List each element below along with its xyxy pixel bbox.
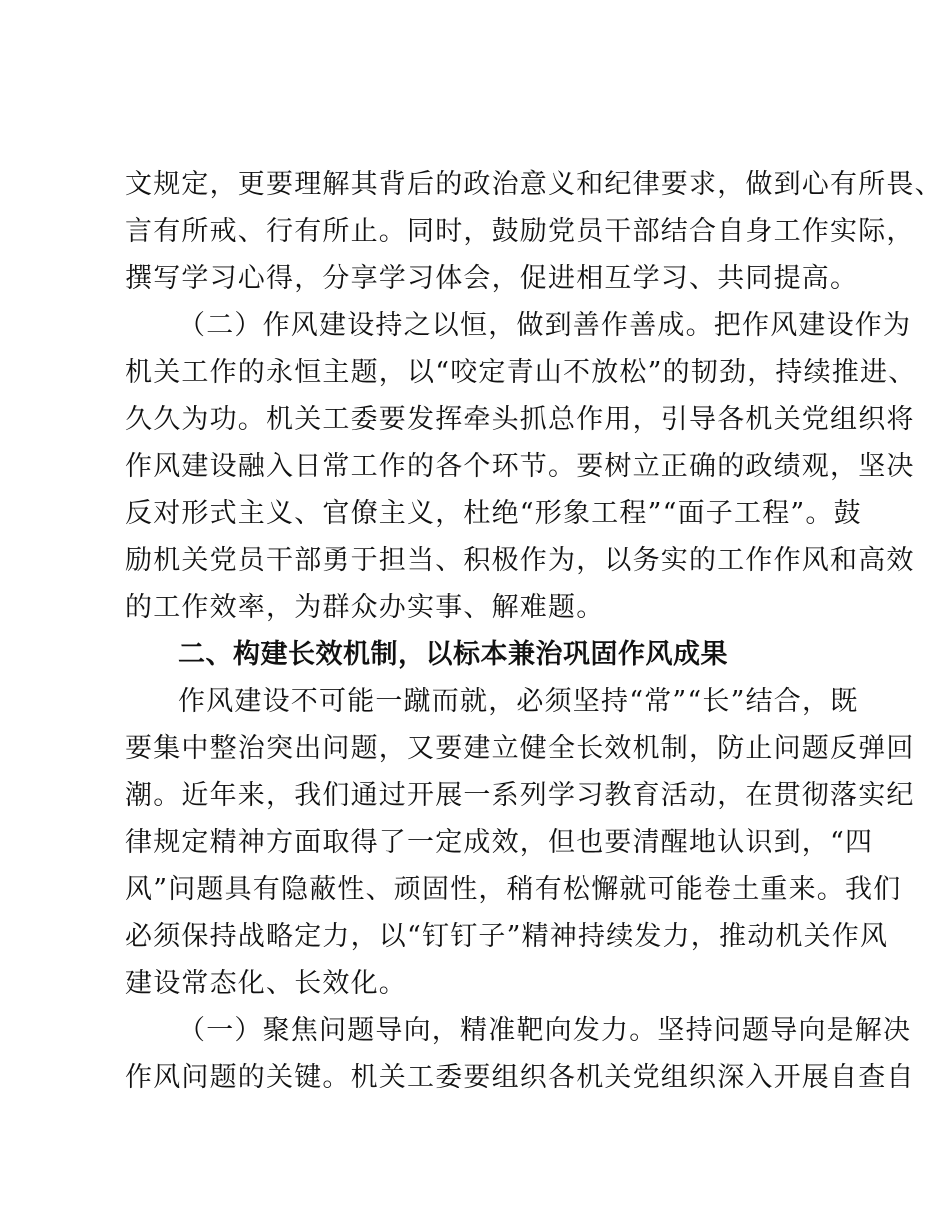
paragraph-line: 久久为功。机关工委要发挥牵头抓总作用，引导各机关党组织将 [125, 404, 915, 435]
paragraph-line: 机关工作的永恒主题，以“咬定青山不放松”的韧劲，持续推进、 [125, 357, 917, 388]
paragraph-line: 作风建设融入日常工作的各个环节。要树立正确的政绩观，坚决 [125, 451, 915, 482]
paragraph-line: 的工作效率，为群众办实事、解难题。 [125, 592, 605, 623]
paragraph-line: 反对形式主义、官僚主义，杜绝“形象工程”“面子工程”。鼓 [125, 498, 862, 529]
paragraph-line: 要集中整治突出问题，又要建立健全长效机制，防止问题反弹回 [125, 733, 915, 764]
paragraph-line: 言有所戒、行有所止。同时，鼓励党员干部结合自身工作实际， [125, 216, 915, 247]
section-heading: 二、构建长效机制，以标本兼治巩固作风成果 [178, 639, 728, 670]
paragraph-line: 必须保持战略定力，以“钉钉子”精神持续发力，推动机关作风 [125, 921, 889, 952]
paragraph-line: 律规定精神方面取得了一定成效，但也要清醒地认识到，“四 [125, 827, 874, 858]
paragraph-line: 风”问题具有隐蔽性、顽固性，稍有松懈就可能卷土重来。我们 [125, 874, 902, 905]
paragraph-line: 励机关党员干部勇于担当、积极作为，以务实的工作作风和高效 [125, 545, 915, 576]
subsection-line: （一）聚焦问题导向，精准靶向发力。坚持问题导向是解决 [178, 1015, 912, 1046]
paragraph-line: 作风建设不可能一蹴而就，必须坚持“常”“长”结合，既 [178, 686, 859, 717]
paragraph-line: 撰写学习心得，分享学习体会，促进相互学习、共同提高。 [125, 263, 859, 294]
paragraph-line: 文规定，更要理解其背后的政治意义和纪律要求，做到心有所畏、 [125, 169, 943, 200]
subsection-line: （二）作风建设持之以恒，做到善作善成。把作风建设作为 [178, 310, 912, 341]
paragraph-line: 作风问题的关键。机关工委要组织各机关党组织深入开展自查自 [125, 1062, 915, 1093]
paragraph-line: 潮。近年来，我们通过开展一系列学习教育活动，在贯彻落实纪 [125, 780, 915, 811]
paragraph-line: 建设常态化、长效化。 [125, 968, 407, 999]
